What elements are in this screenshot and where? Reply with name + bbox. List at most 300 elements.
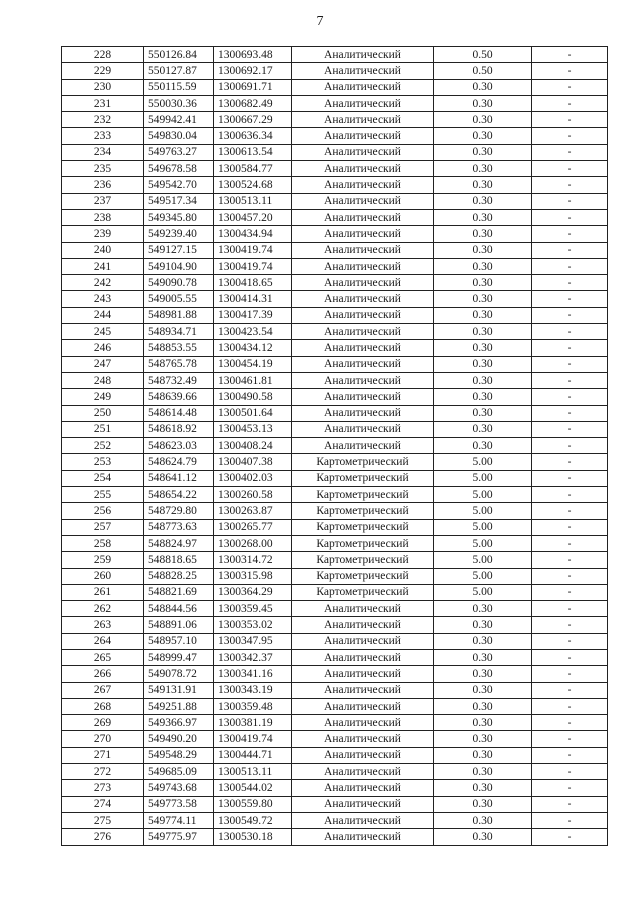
- y-coordinate-cell: 1300347.95: [214, 633, 292, 649]
- point-number-cell: 245: [62, 324, 144, 340]
- point-number-cell: 243: [62, 291, 144, 307]
- table-row: [62, 242, 608, 258]
- x-coordinate-cell: 548773.63: [144, 519, 214, 535]
- table-row: [62, 356, 608, 372]
- point-number-cell: 232: [62, 112, 144, 128]
- method-cell: Аналитический: [292, 47, 434, 63]
- method-cell: Аналитический: [292, 144, 434, 160]
- table-row: [62, 454, 608, 470]
- point-number-cell: 260: [62, 568, 144, 584]
- y-coordinate-cell: 1300417.39: [214, 307, 292, 323]
- y-coordinate-cell: 1300343.19: [214, 682, 292, 698]
- method-cell: Аналитический: [292, 715, 434, 731]
- method-cell: Аналитический: [292, 796, 434, 812]
- note-cell: -: [532, 780, 608, 796]
- point-number-cell: 272: [62, 764, 144, 780]
- point-number-cell: 250: [62, 405, 144, 421]
- y-coordinate-cell: 1300530.18: [214, 829, 292, 845]
- point-number-cell: 270: [62, 731, 144, 747]
- method-cell: Аналитический: [292, 389, 434, 405]
- y-coordinate-cell: 1300353.02: [214, 617, 292, 633]
- accuracy-cell: 0.30: [434, 242, 532, 258]
- point-number-cell: 271: [62, 747, 144, 763]
- x-coordinate-cell: 548844.56: [144, 601, 214, 617]
- point-number-cell: 261: [62, 584, 144, 600]
- method-cell: Картометрический: [292, 487, 434, 503]
- accuracy-cell: 0.50: [434, 63, 532, 79]
- table-row: [62, 715, 608, 731]
- y-coordinate-cell: 1300314.72: [214, 552, 292, 568]
- method-cell: Аналитический: [292, 764, 434, 780]
- y-coordinate-cell: 1300691.71: [214, 79, 292, 95]
- y-coordinate-cell: 1300513.11: [214, 193, 292, 209]
- x-coordinate-cell: 548639.66: [144, 389, 214, 405]
- y-coordinate-cell: 1300419.74: [214, 731, 292, 747]
- table-row: [62, 47, 608, 63]
- method-cell: Аналитический: [292, 79, 434, 95]
- table-row: [62, 666, 608, 682]
- point-number-cell: 235: [62, 161, 144, 177]
- method-cell: Аналитический: [292, 698, 434, 714]
- method-cell: Аналитический: [292, 112, 434, 128]
- x-coordinate-cell: 549774.11: [144, 812, 214, 828]
- method-cell: Аналитический: [292, 633, 434, 649]
- table-row: [62, 780, 608, 796]
- accuracy-cell: 0.30: [434, 764, 532, 780]
- note-cell: -: [532, 649, 608, 665]
- accuracy-cell: 0.30: [434, 128, 532, 144]
- point-number-cell: 249: [62, 389, 144, 405]
- point-number-cell: 244: [62, 307, 144, 323]
- accuracy-cell: 0.30: [434, 372, 532, 388]
- method-cell: Аналитический: [292, 682, 434, 698]
- point-number-cell: 266: [62, 666, 144, 682]
- y-coordinate-cell: 1300513.11: [214, 764, 292, 780]
- note-cell: -: [532, 829, 608, 845]
- accuracy-cell: 0.30: [434, 747, 532, 763]
- y-coordinate-cell: 1300692.17: [214, 63, 292, 79]
- x-coordinate-cell: 549366.97: [144, 715, 214, 731]
- note-cell: -: [532, 715, 608, 731]
- y-coordinate-cell: 1300559.80: [214, 796, 292, 812]
- x-coordinate-cell: 550115.59: [144, 79, 214, 95]
- note-cell: -: [532, 291, 608, 307]
- point-number-cell: 274: [62, 796, 144, 812]
- table-row: [62, 226, 608, 242]
- x-coordinate-cell: 548618.92: [144, 421, 214, 437]
- accuracy-cell: 5.00: [434, 584, 532, 600]
- point-number-cell: 228: [62, 47, 144, 63]
- y-coordinate-cell: 1300260.58: [214, 487, 292, 503]
- y-coordinate-cell: 1300414.31: [214, 291, 292, 307]
- method-cell: Картометрический: [292, 503, 434, 519]
- y-coordinate-cell: 1300549.72: [214, 812, 292, 828]
- note-cell: -: [532, 307, 608, 323]
- accuracy-cell: 0.30: [434, 633, 532, 649]
- accuracy-cell: 0.30: [434, 340, 532, 356]
- x-coordinate-cell: 548818.65: [144, 552, 214, 568]
- y-coordinate-cell: 1300544.02: [214, 780, 292, 796]
- method-cell: Аналитический: [292, 209, 434, 225]
- accuracy-cell: 0.30: [434, 193, 532, 209]
- x-coordinate-cell: 548623.03: [144, 438, 214, 454]
- y-coordinate-cell: 1300342.37: [214, 649, 292, 665]
- x-coordinate-cell: 549345.80: [144, 209, 214, 225]
- point-number-cell: 234: [62, 144, 144, 160]
- accuracy-cell: 5.00: [434, 470, 532, 486]
- accuracy-cell: 0.30: [434, 258, 532, 274]
- note-cell: -: [532, 193, 608, 209]
- note-cell: -: [532, 144, 608, 160]
- table-row: [62, 128, 608, 144]
- x-coordinate-cell: 548891.06: [144, 617, 214, 633]
- y-coordinate-cell: 1300501.64: [214, 405, 292, 421]
- note-cell: -: [532, 731, 608, 747]
- accuracy-cell: 0.30: [434, 177, 532, 193]
- point-number-cell: 239: [62, 226, 144, 242]
- y-coordinate-cell: 1300419.74: [214, 258, 292, 274]
- accuracy-cell: 0.30: [434, 715, 532, 731]
- x-coordinate-cell: 548981.88: [144, 307, 214, 323]
- accuracy-cell: 0.30: [434, 209, 532, 225]
- x-coordinate-cell: 548765.78: [144, 356, 214, 372]
- x-coordinate-cell: 548853.55: [144, 340, 214, 356]
- page-number: 7: [316, 14, 324, 29]
- note-cell: -: [532, 666, 608, 682]
- note-cell: -: [532, 226, 608, 242]
- note-cell: -: [532, 552, 608, 568]
- point-number-cell: 230: [62, 79, 144, 95]
- table-row: [62, 79, 608, 95]
- method-cell: Аналитический: [292, 405, 434, 421]
- table-row: [62, 405, 608, 421]
- method-cell: Аналитический: [292, 226, 434, 242]
- point-number-cell: 256: [62, 503, 144, 519]
- note-cell: -: [532, 47, 608, 63]
- method-cell: Аналитический: [292, 258, 434, 274]
- point-number-cell: 231: [62, 95, 144, 111]
- method-cell: Аналитический: [292, 177, 434, 193]
- point-number-cell: 254: [62, 470, 144, 486]
- accuracy-cell: 0.30: [434, 144, 532, 160]
- point-number-cell: 264: [62, 633, 144, 649]
- note-cell: -: [532, 633, 608, 649]
- note-cell: -: [532, 796, 608, 812]
- accuracy-cell: 5.00: [434, 535, 532, 551]
- method-cell: Аналитический: [292, 438, 434, 454]
- y-coordinate-cell: 1300265.77: [214, 519, 292, 535]
- y-coordinate-cell: 1300453.13: [214, 421, 292, 437]
- accuracy-cell: 0.30: [434, 112, 532, 128]
- table-row: [62, 95, 608, 111]
- y-coordinate-cell: 1300457.20: [214, 209, 292, 225]
- note-cell: -: [532, 128, 608, 144]
- method-cell: Картометрический: [292, 454, 434, 470]
- x-coordinate-cell: 548934.71: [144, 324, 214, 340]
- accuracy-cell: 0.30: [434, 324, 532, 340]
- table-row: [62, 487, 608, 503]
- table-row: [62, 584, 608, 600]
- y-coordinate-cell: 1300490.58: [214, 389, 292, 405]
- y-coordinate-cell: 1300524.68: [214, 177, 292, 193]
- note-cell: -: [532, 568, 608, 584]
- note-cell: -: [532, 812, 608, 828]
- point-number-cell: 236: [62, 177, 144, 193]
- table-row: [62, 209, 608, 225]
- table-row: [62, 682, 608, 698]
- accuracy-cell: 0.30: [434, 649, 532, 665]
- point-number-cell: 259: [62, 552, 144, 568]
- point-number-cell: 269: [62, 715, 144, 731]
- note-cell: -: [532, 324, 608, 340]
- method-cell: Аналитический: [292, 291, 434, 307]
- table-row: [62, 63, 608, 79]
- x-coordinate-cell: 549239.40: [144, 226, 214, 242]
- y-coordinate-cell: 1300682.49: [214, 95, 292, 111]
- note-cell: -: [532, 242, 608, 258]
- point-number-cell: 265: [62, 649, 144, 665]
- method-cell: Аналитический: [292, 161, 434, 177]
- accuracy-cell: 0.30: [434, 438, 532, 454]
- method-cell: Аналитический: [292, 780, 434, 796]
- x-coordinate-cell: 549251.88: [144, 698, 214, 714]
- x-coordinate-cell: 548729.80: [144, 503, 214, 519]
- accuracy-cell: 5.00: [434, 568, 532, 584]
- note-cell: -: [532, 405, 608, 421]
- accuracy-cell: 5.00: [434, 552, 532, 568]
- note-cell: -: [532, 177, 608, 193]
- x-coordinate-cell: 548641.12: [144, 470, 214, 486]
- y-coordinate-cell: 1300402.03: [214, 470, 292, 486]
- note-cell: -: [532, 698, 608, 714]
- x-coordinate-cell: 549685.09: [144, 764, 214, 780]
- table-row: [62, 324, 608, 340]
- note-cell: -: [532, 617, 608, 633]
- note-cell: -: [532, 112, 608, 128]
- method-cell: Аналитический: [292, 275, 434, 291]
- x-coordinate-cell: 549763.27: [144, 144, 214, 160]
- y-coordinate-cell: 1300315.98: [214, 568, 292, 584]
- table-row: [62, 649, 608, 665]
- table-row: [62, 258, 608, 274]
- accuracy-cell: 0.30: [434, 698, 532, 714]
- table-row: [62, 177, 608, 193]
- method-cell: Аналитический: [292, 666, 434, 682]
- accuracy-cell: 0.30: [434, 796, 532, 812]
- table-row: [62, 291, 608, 307]
- y-coordinate-cell: 1300636.34: [214, 128, 292, 144]
- x-coordinate-cell: 549775.97: [144, 829, 214, 845]
- method-cell: Аналитический: [292, 649, 434, 665]
- table-row: [62, 812, 608, 828]
- accuracy-cell: 5.00: [434, 503, 532, 519]
- y-coordinate-cell: 1300341.16: [214, 666, 292, 682]
- table-row: [62, 144, 608, 160]
- accuracy-cell: 0.30: [434, 617, 532, 633]
- method-cell: Аналитический: [292, 372, 434, 388]
- y-coordinate-cell: 1300434.94: [214, 226, 292, 242]
- y-coordinate-cell: 1300461.81: [214, 372, 292, 388]
- note-cell: -: [532, 519, 608, 535]
- method-cell: Аналитический: [292, 601, 434, 617]
- y-coordinate-cell: 1300381.19: [214, 715, 292, 731]
- accuracy-cell: 0.30: [434, 731, 532, 747]
- x-coordinate-cell: 549005.55: [144, 291, 214, 307]
- table-row: [62, 340, 608, 356]
- point-number-cell: 248: [62, 372, 144, 388]
- accuracy-cell: 0.30: [434, 356, 532, 372]
- accuracy-cell: 0.30: [434, 307, 532, 323]
- x-coordinate-cell: 549490.20: [144, 731, 214, 747]
- point-number-cell: 273: [62, 780, 144, 796]
- accuracy-cell: 0.30: [434, 812, 532, 828]
- note-cell: -: [532, 601, 608, 617]
- accuracy-cell: 5.00: [434, 519, 532, 535]
- table-row: [62, 796, 608, 812]
- accuracy-cell: 0.30: [434, 389, 532, 405]
- y-coordinate-cell: 1300263.87: [214, 503, 292, 519]
- x-coordinate-cell: 549078.72: [144, 666, 214, 682]
- method-cell: Аналитический: [292, 731, 434, 747]
- y-coordinate-cell: 1300268.00: [214, 535, 292, 551]
- accuracy-cell: 5.00: [434, 487, 532, 503]
- x-coordinate-cell: 549131.91: [144, 682, 214, 698]
- note-cell: -: [532, 747, 608, 763]
- y-coordinate-cell: 1300667.29: [214, 112, 292, 128]
- table-row: [62, 747, 608, 763]
- accuracy-cell: 0.30: [434, 405, 532, 421]
- method-cell: Аналитический: [292, 193, 434, 209]
- coordinates-table-body: [62, 47, 608, 846]
- table-row: [62, 503, 608, 519]
- point-number-cell: 238: [62, 209, 144, 225]
- point-number-cell: 242: [62, 275, 144, 291]
- x-coordinate-cell: 548999.47: [144, 649, 214, 665]
- note-cell: -: [532, 454, 608, 470]
- note-cell: -: [532, 356, 608, 372]
- table-row: [62, 633, 608, 649]
- x-coordinate-cell: 548614.48: [144, 405, 214, 421]
- table-row: [62, 764, 608, 780]
- x-coordinate-cell: 549830.04: [144, 128, 214, 144]
- y-coordinate-cell: 1300407.38: [214, 454, 292, 470]
- note-cell: -: [532, 209, 608, 225]
- accuracy-cell: 5.00: [434, 454, 532, 470]
- point-number-cell: 258: [62, 535, 144, 551]
- x-coordinate-cell: 549942.41: [144, 112, 214, 128]
- accuracy-cell: 0.30: [434, 601, 532, 617]
- point-number-cell: 240: [62, 242, 144, 258]
- note-cell: -: [532, 764, 608, 780]
- accuracy-cell: 0.30: [434, 421, 532, 437]
- accuracy-cell: 0.30: [434, 95, 532, 111]
- x-coordinate-cell: 548654.22: [144, 487, 214, 503]
- note-cell: -: [532, 372, 608, 388]
- point-number-cell: 241: [62, 258, 144, 274]
- accuracy-cell: 0.30: [434, 780, 532, 796]
- x-coordinate-cell: 550127.87: [144, 63, 214, 79]
- accuracy-cell: 0.30: [434, 79, 532, 95]
- point-number-cell: 229: [62, 63, 144, 79]
- y-coordinate-cell: 1300418.65: [214, 275, 292, 291]
- method-cell: Картометрический: [292, 535, 434, 551]
- table-row: [62, 307, 608, 323]
- table-row: [62, 617, 608, 633]
- x-coordinate-cell: 548624.79: [144, 454, 214, 470]
- table-row: [62, 731, 608, 747]
- point-number-cell: 237: [62, 193, 144, 209]
- y-coordinate-cell: 1300408.24: [214, 438, 292, 454]
- method-cell: Аналитический: [292, 617, 434, 633]
- method-cell: Аналитический: [292, 63, 434, 79]
- accuracy-cell: 0.50: [434, 47, 532, 63]
- method-cell: Аналитический: [292, 128, 434, 144]
- point-number-cell: 275: [62, 812, 144, 828]
- table-row: [62, 161, 608, 177]
- point-number-cell: 251: [62, 421, 144, 437]
- coordinates-table: [61, 46, 608, 846]
- method-cell: Картометрический: [292, 584, 434, 600]
- x-coordinate-cell: 549773.58: [144, 796, 214, 812]
- method-cell: Аналитический: [292, 242, 434, 258]
- y-coordinate-cell: 1300613.54: [214, 144, 292, 160]
- x-coordinate-cell: 548957.10: [144, 633, 214, 649]
- table-row: [62, 421, 608, 437]
- method-cell: Картометрический: [292, 470, 434, 486]
- x-coordinate-cell: 549678.58: [144, 161, 214, 177]
- y-coordinate-cell: 1300454.19: [214, 356, 292, 372]
- note-cell: -: [532, 63, 608, 79]
- method-cell: Аналитический: [292, 829, 434, 845]
- x-coordinate-cell: 549743.68: [144, 780, 214, 796]
- method-cell: Аналитический: [292, 324, 434, 340]
- table-row: [62, 470, 608, 486]
- point-number-cell: 247: [62, 356, 144, 372]
- y-coordinate-cell: 1300419.74: [214, 242, 292, 258]
- x-coordinate-cell: 550030.36: [144, 95, 214, 111]
- note-cell: -: [532, 503, 608, 519]
- table-row: [62, 193, 608, 209]
- x-coordinate-cell: 549542.70: [144, 177, 214, 193]
- point-number-cell: 257: [62, 519, 144, 535]
- point-number-cell: 268: [62, 698, 144, 714]
- method-cell: Аналитический: [292, 421, 434, 437]
- note-cell: -: [532, 487, 608, 503]
- point-number-cell: 262: [62, 601, 144, 617]
- method-cell: Аналитический: [292, 812, 434, 828]
- point-number-cell: 246: [62, 340, 144, 356]
- note-cell: -: [532, 340, 608, 356]
- table-row: [62, 275, 608, 291]
- accuracy-cell: 0.30: [434, 275, 532, 291]
- method-cell: Аналитический: [292, 95, 434, 111]
- accuracy-cell: 0.30: [434, 291, 532, 307]
- note-cell: -: [532, 95, 608, 111]
- point-number-cell: 255: [62, 487, 144, 503]
- note-cell: -: [532, 258, 608, 274]
- y-coordinate-cell: 1300434.12: [214, 340, 292, 356]
- method-cell: Картометрический: [292, 519, 434, 535]
- method-cell: Картометрический: [292, 568, 434, 584]
- point-number-cell: 233: [62, 128, 144, 144]
- table-row: [62, 698, 608, 714]
- y-coordinate-cell: 1300359.45: [214, 601, 292, 617]
- note-cell: -: [532, 470, 608, 486]
- x-coordinate-cell: 548828.25: [144, 568, 214, 584]
- note-cell: -: [532, 421, 608, 437]
- x-coordinate-cell: 550126.84: [144, 47, 214, 63]
- accuracy-cell: 0.30: [434, 226, 532, 242]
